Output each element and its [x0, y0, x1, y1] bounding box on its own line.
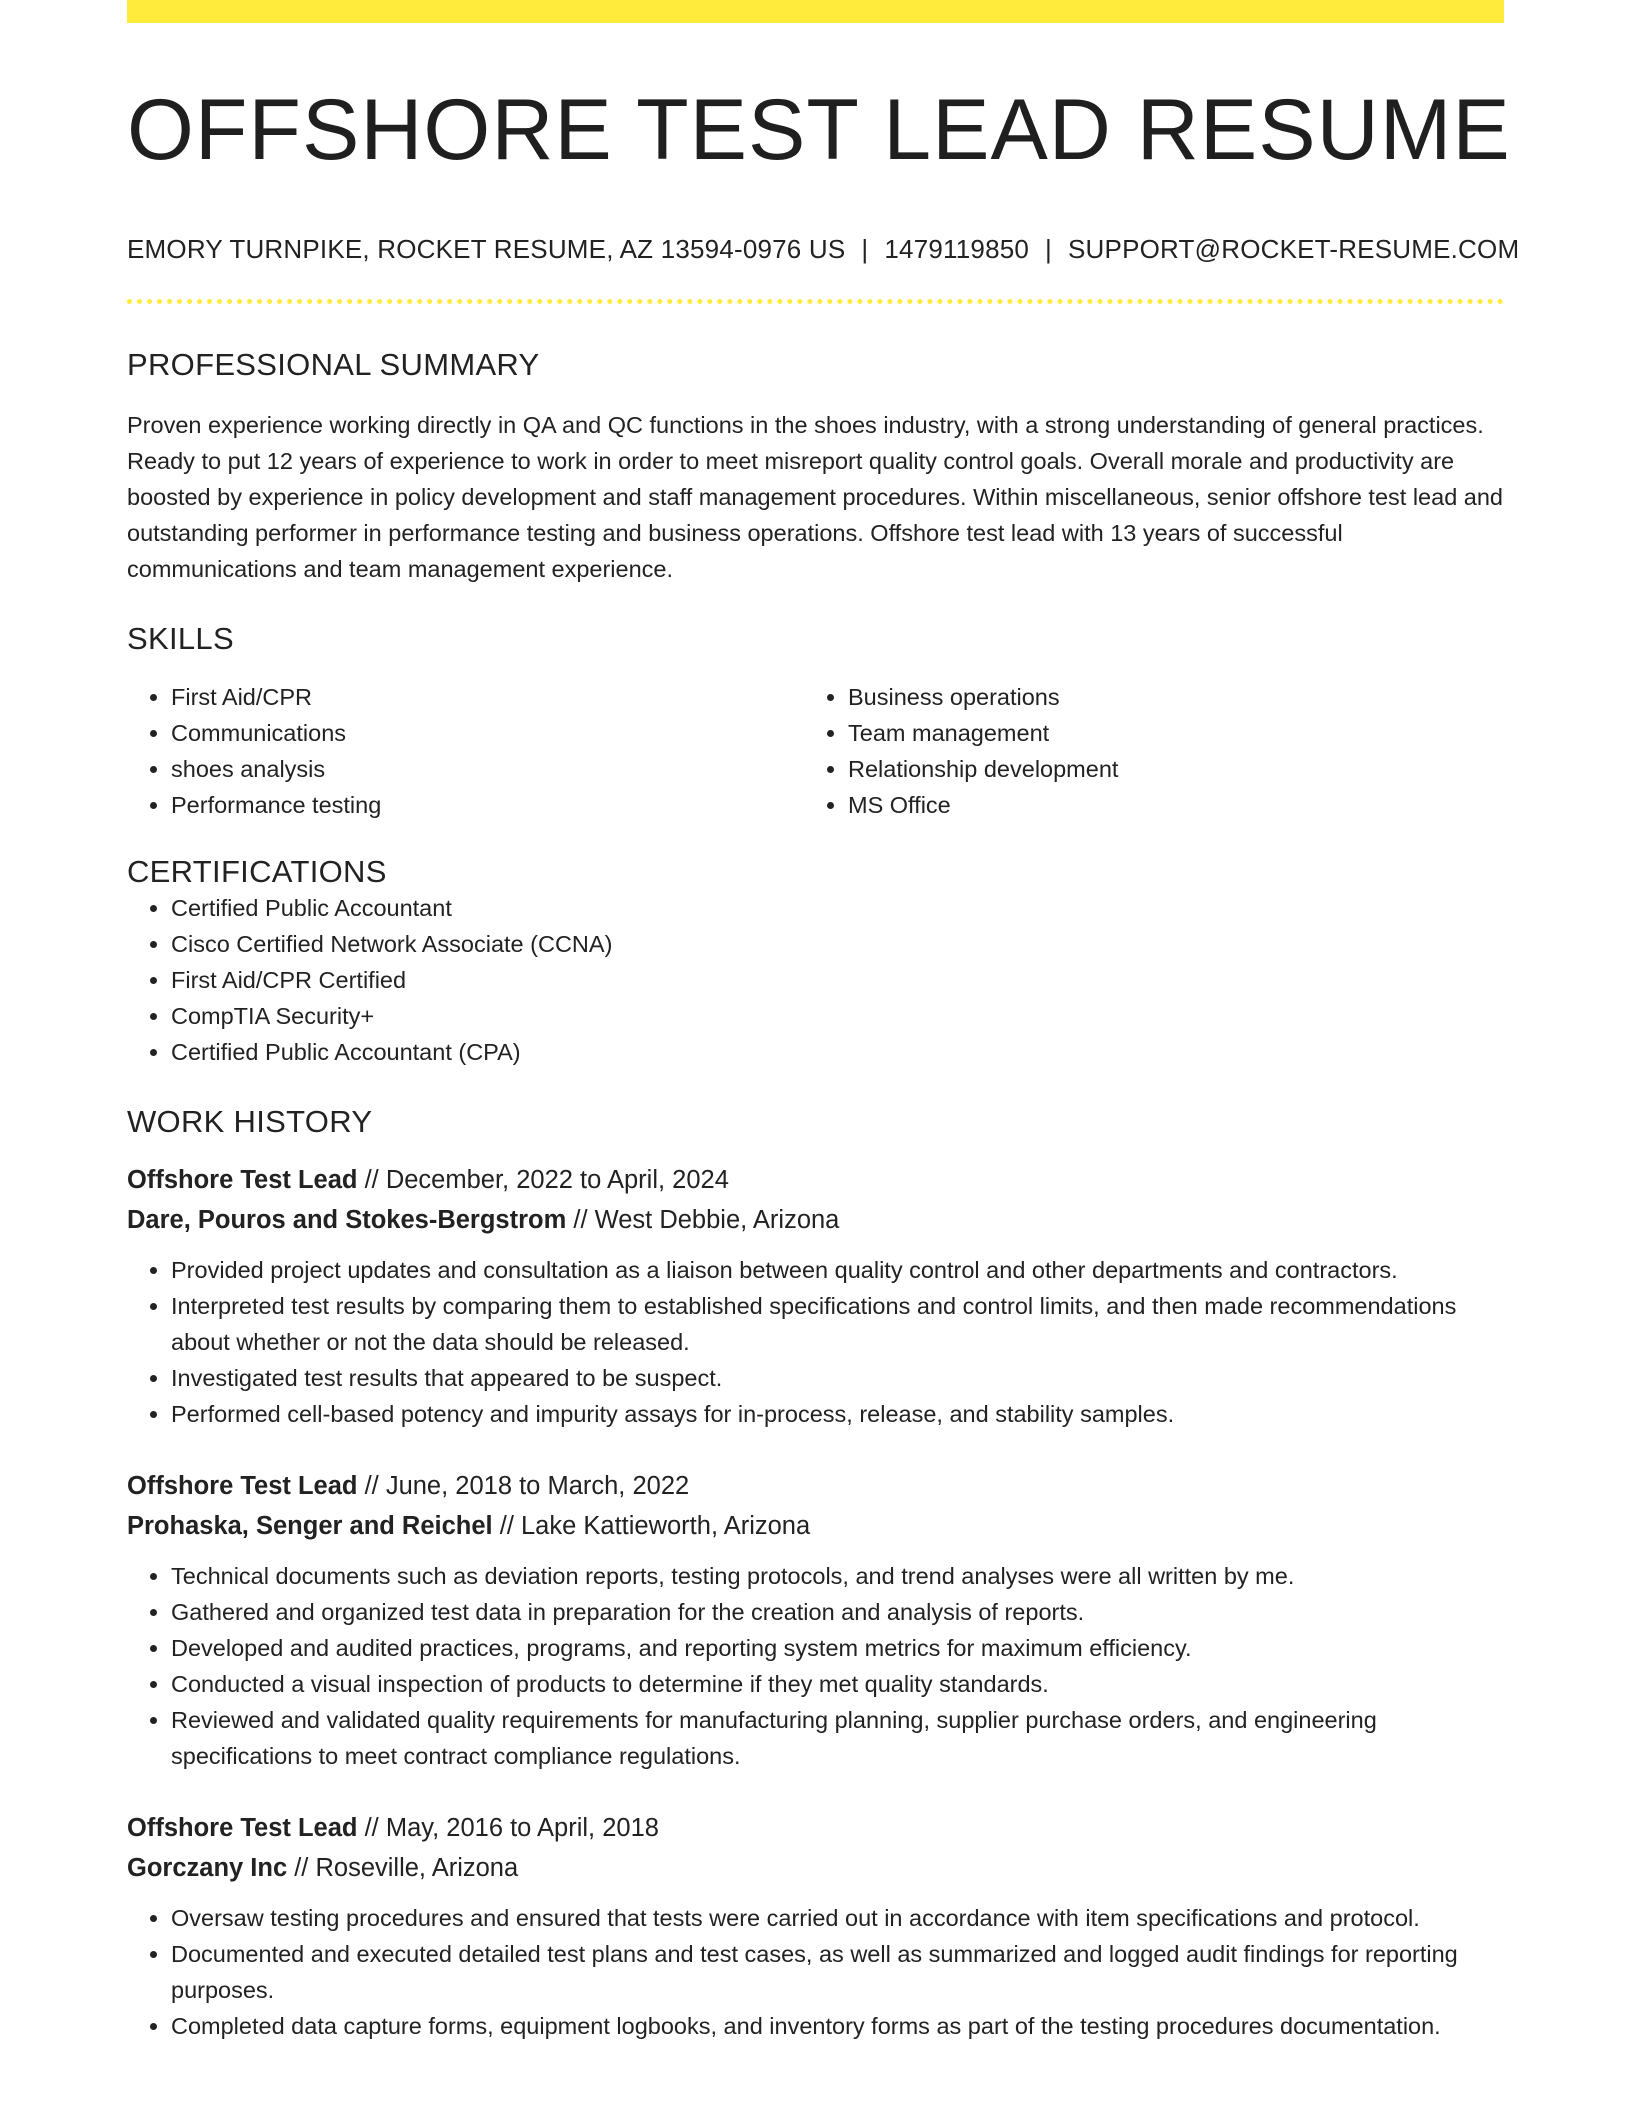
summary-heading: PROFESSIONAL SUMMARY — [127, 346, 540, 382]
certification-item: • Cisco Certified Network Associate (CCNA) — [171, 926, 1504, 962]
job-bullet: • Oversaw testing procedures and ensured that tests were carried out in accordance with item specifications and protocol. — [171, 1900, 1504, 1936]
skills-columns — [127, 679, 1504, 823]
job-location: // Lake Kattieworth, Arizona — [492, 1512, 811, 1541]
skill-item: • Communications — [171, 715, 804, 751]
work-history-heading: WORK HISTORY — [127, 1104, 373, 1140]
resume-title: OFFSHORE TEST LEAD RESUME — [127, 82, 1511, 178]
job-company-line — [127, 1848, 1504, 1888]
skill-item: • Performance testing — [171, 787, 804, 823]
job-bullet: • Interpreted test results by comparing them to established specifications and control limits, and then made recommendations about whether or not the data should be released. — [171, 1288, 1504, 1360]
job-bullet: • Developed and audited practices, programs, and reporting system metrics for maximum efficiency. — [171, 1630, 1504, 1666]
job-bullets — [127, 1252, 1504, 1432]
job-company: Prohaska, Senger and Reichel — [127, 1512, 493, 1541]
job-dates: // May, 2016 to April, 2018 — [357, 1814, 659, 1843]
skill-item: • Relationship development — [848, 751, 1488, 787]
job-company-line — [127, 1506, 1504, 1546]
certifications-heading: CERTIFICATIONS — [127, 853, 387, 889]
certification-item: • Certified Public Accountant (CPA) — [171, 1034, 1504, 1070]
job-title: Offshore Test Lead — [127, 1814, 358, 1843]
job-bullet: • Technical documents such as deviation reports, testing protocols, and trend analyses were all written by me. — [171, 1558, 1504, 1594]
certification-item: • CompTIA Security+ — [171, 998, 1504, 1034]
contact-line — [127, 233, 1520, 265]
job-bullet: • Performed cell-based potency and impurity assays for in-process, release, and stability samples. — [171, 1396, 1504, 1432]
job-bullet: • Investigated test results that appeared to be suspect. — [171, 1360, 1504, 1396]
contact-address: EMORY TURNPIKE, ROCKET RESUME, AZ 13594-0976 US — [127, 233, 846, 264]
job-bullet: • Documented and executed detailed test plans and test cases, as well as summarized and logged audit findings for reporting purposes. — [171, 1936, 1504, 2008]
job-bullet: • Gathered and organized test data in preparation for the creation and analysis of reports. — [171, 1594, 1504, 1630]
skills-right-list — [804, 679, 1488, 823]
job-company: Dare, Pouros and Stokes-Bergstrom — [127, 1206, 567, 1235]
job-location: // Roseville, Arizona — [287, 1854, 519, 1883]
summary-text: Proven experience working directly in QA and QC functions in the shoes industry, with a strong understanding of general practices. Ready to put 12 years of experience to work in order to meet misreport quality control goals. Overall morale and productivity are boosted by experience in policy development and staff management procedures. Within miscellaneous, senior offshore test lead and outstanding performer in performance testing and business operations. Offshore test lead with 13 years of successful communications and team management experience. — [127, 411, 1504, 582]
skills-heading: SKILLS — [127, 620, 234, 656]
skill-item: • shoes analysis — [171, 751, 804, 787]
accent-top-bar — [127, 0, 1504, 23]
job-bullet: • Completed data capture forms, equipment logbooks, and inventory forms as part of the testing procedures documentation. — [171, 2008, 1504, 2044]
job-bullet: • Conducted a visual inspection of products to determine if they met quality standards. — [171, 1666, 1504, 1702]
job-company: Gorczany Inc — [127, 1854, 288, 1883]
job-title-line — [127, 1160, 1504, 1200]
certifications-list — [127, 890, 1504, 1070]
job-entry — [127, 1160, 1504, 1432]
job-bullet: • Reviewed and validated quality requirements for manufacturing planning, supplier purchase orders, and engineering specifications to meet contract compliance regulations. — [171, 1702, 1504, 1774]
job-title: Offshore Test Lead — [127, 1472, 358, 1501]
job-location: // West Debbie, Arizona — [566, 1206, 840, 1235]
job-title: Offshore Test Lead — [127, 1166, 358, 1195]
skill-item: • First Aid/CPR — [171, 679, 804, 715]
job-dates: // June, 2018 to March, 2022 — [357, 1472, 690, 1501]
job-title-line — [127, 1466, 1504, 1506]
contact-separator: | — [861, 233, 869, 264]
contact-separator: | — [1045, 233, 1053, 264]
job-entry — [127, 1466, 1504, 1774]
skills-left-list — [127, 679, 804, 823]
job-company-line — [127, 1200, 1504, 1240]
skill-item: • Team management — [848, 715, 1488, 751]
certification-item: • First Aid/CPR Certified — [171, 962, 1504, 998]
resume-page — [127, 0, 1520, 2044]
certification-item: • Certified Public Accountant — [171, 890, 1504, 926]
job-entry — [127, 1808, 1504, 2044]
job-dates: // December, 2022 to April, 2024 — [357, 1166, 729, 1195]
skill-item: • Business operations — [848, 679, 1488, 715]
dotted-divider — [127, 299, 1504, 304]
job-bullets — [127, 1900, 1504, 2044]
job-bullets — [127, 1558, 1504, 1774]
contact-phone: 1479119850 — [884, 233, 1030, 264]
job-title-line — [127, 1808, 1504, 1848]
contact-email: SUPPORT@ROCKET-RESUME.COM — [1068, 233, 1520, 264]
job-bullet: • Provided project updates and consultation as a liaison between quality control and other departments and contractors. — [171, 1252, 1504, 1288]
skill-item: • MS Office — [848, 787, 1488, 823]
